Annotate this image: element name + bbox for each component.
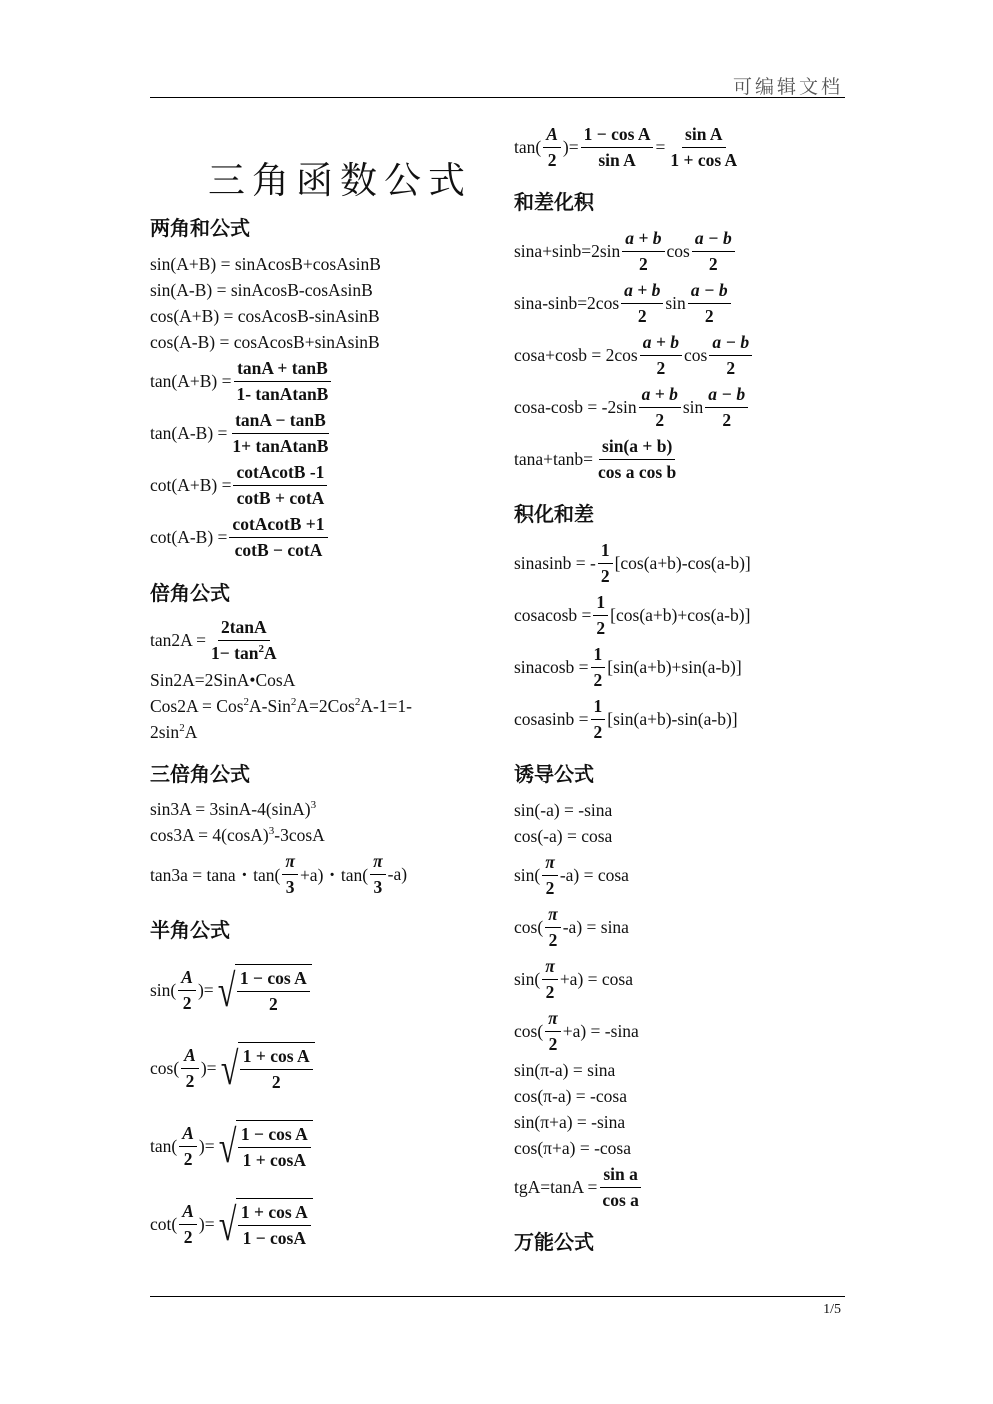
denominator: 1- tanAtanB: [236, 384, 329, 404]
formula-line: $\cos 3A = 4(\cos A)^3-3\cos A$: [150, 825, 325, 845]
formula-cot-sum: [150, 460, 329, 511]
section-heading-sum: 两角和公式: [150, 216, 250, 240]
formula-half-tan: tan( A 2 )= √ $\frac{\text{1 − cos A}}{1 + \cos A}$: [150, 1120, 313, 1173]
section-heading-double: 倍角公式: [150, 581, 230, 605]
square-root: √ $\frac{\text{1 − cos A}}{1 + \cos A}$: [215, 1120, 313, 1173]
formula-tan3a: tan3a = tana・tan( π 3 +a)・tan( π 3 -a): [150, 849, 407, 900]
denominator: 1+ tanAtanB: [232, 436, 329, 456]
fraction: [229, 512, 327, 563]
fraction: A 2: [179, 1121, 197, 1172]
formula-line: sin(-a) = -sina: [514, 800, 613, 820]
header-rule: [150, 97, 845, 98]
footer-rule: [150, 1296, 845, 1297]
formula-line: sin(A-B) = sinAcosB-cosAsinB: [150, 280, 373, 300]
formula-line: sin( π 2 +a) = cosa: [514, 956, 633, 1002]
numerator: cotAcotB +1: [229, 512, 327, 538]
formula-line: sin( π 2 -a) = cosa: [514, 852, 629, 898]
numerator: tanA + tanB: [234, 356, 331, 382]
formula-cot-diff: [150, 512, 330, 563]
formula-line: cosasinb = $\frac{1}{2}$ [sin(a+b)-sin(a-b)]: [514, 696, 738, 742]
formula-line: cosa-cosb = -2sin a + b 2 sin a − b 2: [514, 382, 750, 433]
formula-tan-sum: [150, 356, 333, 407]
formula-lhs: cot(A+B) =: [150, 475, 232, 495]
formula-line: sinasinb = - 1 2 [cos(a+b)-cos(a-b)]: [514, 540, 751, 586]
fraction: A 2: [181, 1043, 199, 1094]
section-heading-product-to-sum: 积化和差: [514, 502, 594, 526]
formula-line: $2\sin^2A$: [150, 722, 198, 742]
section-heading-universal: 万能公式: [514, 1230, 594, 1254]
formula-half-cos: cos( A 2 )= √ $\frac{\text{1 + cos A}}{2}$: [150, 1042, 315, 1095]
formula-lhs: tan2A =: [150, 630, 207, 650]
fraction: [229, 408, 331, 459]
formula-half-sin: sin( A 2 )= √ $\frac{\text{1 − cos A}}{2}$: [150, 964, 312, 1017]
fraction: [233, 460, 327, 511]
square-root: √ $\frac{\text{1 − cos A}}{2}$: [214, 964, 312, 1017]
formula-line: sin(π-a) = sina: [514, 1060, 616, 1080]
denominator: cotB + cotA: [236, 488, 325, 508]
fraction: A 2: [179, 1199, 197, 1250]
formula-line: cos(-a) = cosa: [514, 826, 613, 846]
formula-line: Sin2A=2SinA•CosA: [150, 670, 296, 690]
fraction: A 2: [178, 965, 196, 1016]
formula-line: sin(A+B) = sinAcosB+cosAsinB: [150, 254, 381, 274]
formula-lhs: tan(A+B) =: [150, 371, 232, 391]
formula-line: cosacosb = $\frac{1}{2}$ [cos(a+b)+cos(a-b)]: [514, 592, 751, 638]
fraction: $\frac{\text{1 − cos A}}{\text{sin A}}$: [581, 122, 654, 173]
formula-line: cos(π-a) = -cosa: [514, 1086, 627, 1106]
formula-half-tan-alt: tan( A 2 )= $\frac{\text{1 − cos A}}{\text{sin A}}$ = $\frac{\text{sin A}}{\text{1 + cos A}}$: [514, 122, 742, 173]
fraction: [233, 356, 331, 407]
square-root: √ $\frac{\text{1 + cos A}}{1 - \cos A}$: [215, 1198, 313, 1251]
fraction: $\frac{\text{sin A}}{\text{1 + cos A}}$: [670, 124, 738, 170]
formula-line: $\sin 3A = 3\sin A-4(\sin A)^3$: [150, 799, 317, 819]
section-heading-induction: 诱导公式: [514, 762, 594, 786]
numerator: cotAcotB -1: [233, 460, 327, 486]
formula-line: cosa+cosb = 2cos a + b 2 cos a − b 2: [514, 330, 754, 381]
formula-tan2a: [150, 615, 282, 666]
denominator: [208, 641, 280, 666]
formula-line: sina-sinb=2cos a + b 2 sin a − b 2: [514, 278, 733, 329]
formula-lhs: tan(A-B) =: [150, 423, 228, 443]
formula-line: cos(π+a) = -cosa: [514, 1138, 631, 1158]
formula-line: sina+sinb=2sin a + b 2 cos a − b 2: [514, 226, 737, 277]
formula-lhs: cot(A-B) =: [150, 527, 228, 547]
formula-line: sin(π+a) = -sina: [514, 1112, 626, 1132]
fraction: [208, 615, 280, 666]
header-label: 可编辑文档: [732, 76, 843, 98]
formula-line: Cos2A = Cos$^2$A-Sin$^2$A=2Cos$^2$A-1=1-: [150, 696, 412, 716]
formula-tan-diff: [150, 408, 333, 459]
formula-line: tgA=tanA = $\frac{\text{sin a}}{\text{cos a}}$: [514, 1162, 644, 1213]
formula-line: tana+tanb= $\frac{\sin(a + b)}{\text{cos a cos b}}$: [514, 436, 677, 482]
denominator-part: 1− tan: [211, 643, 259, 663]
fraction: π 3: [370, 849, 386, 900]
numerator: 2tanA: [218, 615, 270, 641]
square-root: √ $\frac{\text{1 + cos A}}{2}$: [217, 1042, 315, 1095]
fraction: A 2: [543, 122, 561, 173]
section-heading-sum-to-product: 和差化积: [514, 190, 594, 214]
formula-line: cos(A-B) = cosAcosB+sinAsinB: [150, 332, 380, 352]
formula-half-cot: cot( A 2 )= √ $\frac{\text{1 + cos A}}{1 - \cos A}$: [150, 1198, 313, 1251]
formula-line: sinacosb = $\frac{1}{2}$ [sin(a+b)+sin(a-b)]: [514, 644, 742, 690]
formula-line: cos(A+B) = cosAcosB-sinAsinB: [150, 306, 380, 326]
fraction: π 3: [282, 849, 298, 900]
section-heading-half: 半角公式: [150, 918, 230, 942]
superscript: 2: [258, 643, 264, 656]
numerator: tanA − tanB: [232, 408, 329, 434]
section-heading-triple: 三倍角公式: [150, 762, 250, 786]
page-title: 三角函数公式: [208, 159, 472, 202]
formula-line: cos( π 2 -a) = sina: [514, 904, 629, 950]
page-number: 1/5: [823, 1302, 841, 1317]
denominator: cotB − cotA: [234, 540, 323, 560]
denominator-part: A: [263, 643, 277, 663]
formula-line: cos( π 2 +a) = -sina: [514, 1008, 639, 1054]
